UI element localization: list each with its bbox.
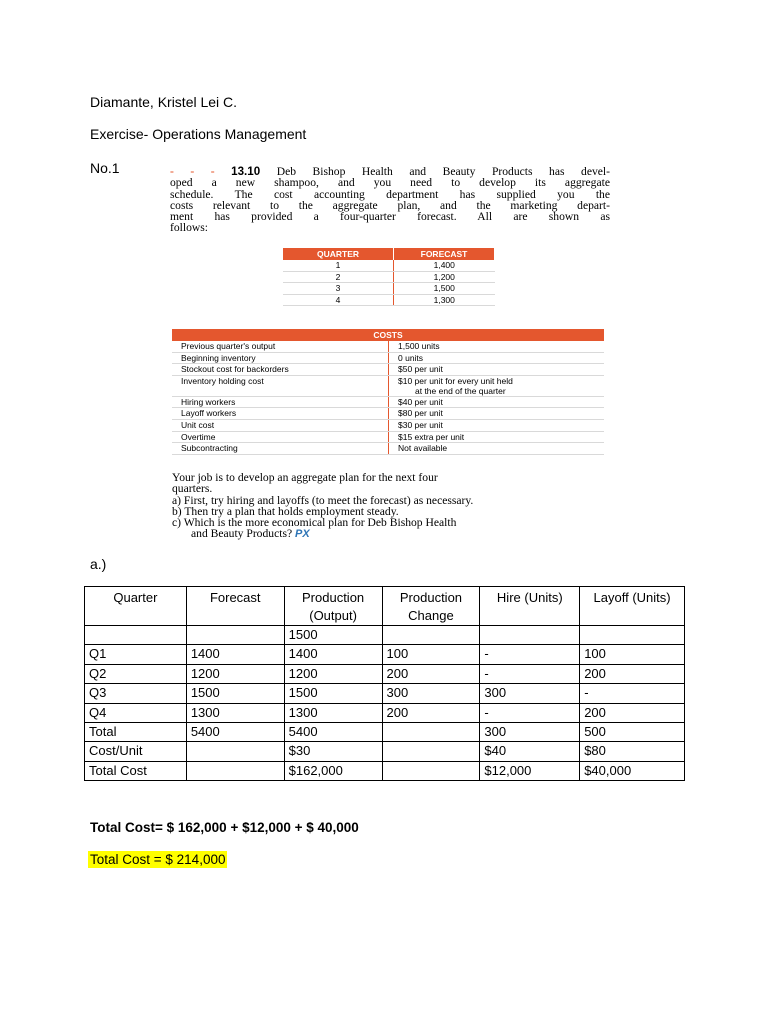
instruction-line: a) First, try hiring and layoffs (to meet the forecast) as necessary. xyxy=(172,493,474,507)
table-cell: Q1 xyxy=(85,645,187,664)
table-cell: 1500 xyxy=(284,684,382,703)
cell: Overtime xyxy=(172,431,389,443)
table-row xyxy=(85,664,685,683)
instruction-line: Your job is to develop an aggregate plan for the next four xyxy=(172,471,438,484)
table-row xyxy=(283,260,495,271)
table-cell: 200 xyxy=(580,664,685,683)
table-row xyxy=(172,443,604,455)
aggregate-plan-table xyxy=(84,586,685,781)
cell: 1,400 xyxy=(394,260,495,271)
table-row xyxy=(85,645,685,664)
cell: Previous quarter's output xyxy=(172,341,389,352)
table-cell: 500 xyxy=(580,722,685,741)
costs-table xyxy=(172,329,604,455)
instruction-line: quarters. xyxy=(172,482,213,496)
table-row xyxy=(172,408,604,420)
table-row xyxy=(172,396,604,408)
px-logo-icon: PX xyxy=(295,528,310,541)
problem-text-line: oped a new shampoo, and you need to develop its aggregate xyxy=(170,176,610,190)
table-cell: 1200 xyxy=(186,664,284,683)
cell: Unit cost xyxy=(172,419,389,431)
instruction-line: b) Then try a plan that holds employment steady. xyxy=(172,504,399,518)
table-cell: 300 xyxy=(480,684,580,703)
table-cell: $30 xyxy=(284,742,382,761)
table-cell: Cost/Unit xyxy=(85,742,187,761)
table-cell: - xyxy=(580,684,685,703)
col-header-forecast: Forecast xyxy=(186,587,284,626)
table-cell: 1400 xyxy=(186,645,284,664)
table-cell: - xyxy=(480,703,580,722)
table-cell: 200 xyxy=(382,703,480,722)
table-row xyxy=(283,271,495,283)
forecast-col-header: QUARTER xyxy=(283,248,394,260)
table-cell: 1200 xyxy=(284,664,382,683)
table-cell: 1300 xyxy=(284,703,382,722)
cell: Inventory holding cost xyxy=(172,375,389,396)
table-row xyxy=(85,722,685,741)
table-cell: 100 xyxy=(580,645,685,664)
problem-text-line: ment has provided a four-quarter forecast. All are shown as xyxy=(170,210,610,224)
cell: 1 xyxy=(283,260,394,271)
table-row xyxy=(85,761,685,780)
table-cell: 300 xyxy=(480,722,580,741)
col-header-layoff: Layoff (Units) xyxy=(580,587,685,626)
total-cost-formula: Total Cost= $ 162,000 + $12,000 + $ 40,000 xyxy=(90,820,359,835)
table-row xyxy=(85,684,685,703)
cell: Hiring workers xyxy=(172,396,389,408)
table-cell: Q2 xyxy=(85,664,187,683)
table-cell: Q4 xyxy=(85,703,187,722)
problem-id: 13.10 xyxy=(231,165,261,178)
problem-text-line: costs relevant to the aggregate plan, and the marketing depart- xyxy=(170,198,610,212)
table-cell: Total Cost xyxy=(85,761,187,780)
table-cell xyxy=(382,761,480,780)
problem-number-label: No.1 xyxy=(90,160,120,176)
table-cell: - xyxy=(480,645,580,664)
cell: 3 xyxy=(283,283,394,295)
table-cell xyxy=(382,626,480,645)
cell: 4 xyxy=(283,294,394,306)
table-cell: Q3 xyxy=(85,684,187,703)
table-row xyxy=(172,431,604,443)
table-cell: $40 xyxy=(480,742,580,761)
table-cell xyxy=(580,626,685,645)
part-a-label: a.) xyxy=(90,556,107,572)
cell: 1,500 xyxy=(394,283,495,295)
total-cost-result: Total Cost = $ 214,000 xyxy=(90,852,226,867)
col-header-production: Production (Output) xyxy=(284,587,382,626)
col-header-quarter: Quarter xyxy=(85,587,187,626)
problem-dashes: - - - xyxy=(170,165,215,178)
cell: Subcontracting xyxy=(172,443,389,455)
author-name: Diamante, Kristel Lei C. xyxy=(90,94,238,110)
table-row xyxy=(172,375,604,396)
col-header-hire: Hire (Units) xyxy=(480,587,580,626)
cell: 2 xyxy=(283,271,394,283)
cell: 1,300 xyxy=(394,294,495,306)
table-cell: 1400 xyxy=(284,645,382,664)
cell: $30 per unit xyxy=(389,419,605,431)
table-cell: 5400 xyxy=(186,722,284,741)
problem-text-line: schedule. The cost accounting department has supplied you the xyxy=(170,187,610,201)
table-cell: 1500 xyxy=(186,684,284,703)
table-cell: 200 xyxy=(382,664,480,683)
table-header-row xyxy=(85,587,685,626)
cell: Stockout cost for backorders xyxy=(172,364,389,376)
table-cell xyxy=(85,626,187,645)
table-cell: 200 xyxy=(580,703,685,722)
cell-text: at the end of the quarter xyxy=(415,385,506,396)
instruction-text: and Beauty Products? xyxy=(191,527,293,541)
table-cell: 300 xyxy=(382,684,480,703)
cell: $80 per unit xyxy=(389,408,605,420)
table-row xyxy=(85,626,685,645)
cell: 1,500 units xyxy=(389,341,605,352)
cell: $15 extra per unit xyxy=(389,431,605,443)
cell: 1,200 xyxy=(394,271,495,283)
cell xyxy=(389,375,605,396)
cell: 0 units xyxy=(389,352,605,364)
table-cell xyxy=(186,626,284,645)
table-cell: $12,000 xyxy=(480,761,580,780)
table-row xyxy=(283,283,495,295)
problem-statement xyxy=(170,166,610,234)
table-cell xyxy=(186,742,284,761)
cell: Beginning inventory xyxy=(172,352,389,364)
col-header-production-change: Production Change xyxy=(382,587,480,626)
table-row xyxy=(85,703,685,722)
cell: $40 per unit xyxy=(389,396,605,408)
table-row xyxy=(172,341,604,352)
costs-header: COSTS xyxy=(172,329,604,341)
task-instructions xyxy=(172,472,604,541)
forecast-table xyxy=(283,248,495,306)
table-cell xyxy=(382,722,480,741)
table-row xyxy=(172,419,604,431)
table-cell xyxy=(382,742,480,761)
table-cell xyxy=(186,761,284,780)
table-cell: 5400 xyxy=(284,722,382,741)
table-cell: $80 xyxy=(580,742,685,761)
cell: Layoff workers xyxy=(172,408,389,420)
cell-text: $10 per unit for every unit held xyxy=(398,375,513,386)
table-cell: 1300 xyxy=(186,703,284,722)
table-cell: - xyxy=(480,664,580,683)
cell: $50 per unit xyxy=(389,364,605,376)
table-row xyxy=(172,352,604,364)
table-row xyxy=(283,294,495,306)
table-cell: $40,000 xyxy=(580,761,685,780)
problem-text-line: follows: xyxy=(170,221,209,235)
instruction-line: c) Which is the more economical plan for Deb Bishop Health xyxy=(172,516,457,530)
problem-text-line: Deb Bishop Health and Beauty Products has devel- xyxy=(276,165,610,178)
instruction-line xyxy=(172,528,604,540)
table-cell: $162,000 xyxy=(284,761,382,780)
exercise-title: Exercise- Operations Management xyxy=(90,126,307,142)
table-cell: 1500 xyxy=(284,626,382,645)
table-row xyxy=(85,742,685,761)
forecast-col-header: FORECAST xyxy=(394,248,495,260)
table-cell: Total xyxy=(85,722,187,741)
table-cell: 100 xyxy=(382,645,480,664)
table-row xyxy=(172,364,604,376)
cell: Not available xyxy=(389,443,605,455)
table-cell xyxy=(480,626,580,645)
